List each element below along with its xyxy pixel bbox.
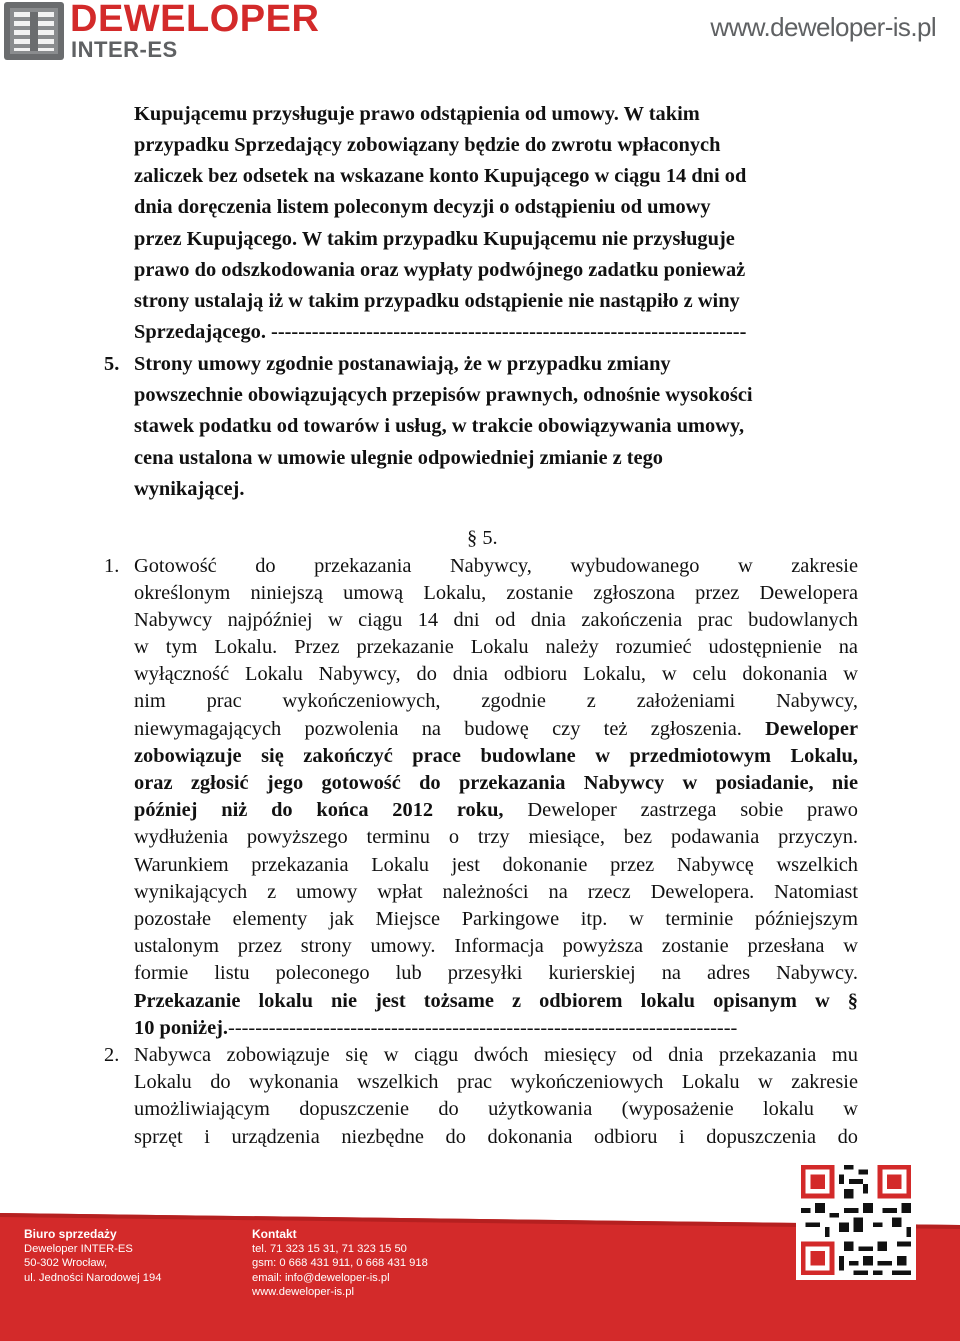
footer-sales-line: 50-302 Wrocław,: [24, 1257, 108, 1269]
header-site-url[interactable]: www.deweloper-is.pl: [710, 12, 936, 42]
clause5-line-1: Strony umowy zgodnie postanawiają, że w przypadku zmiany: [134, 353, 671, 375]
clause4-line-1: Kupującemu przysługuje prawo odstąpienia od umowy. W takim: [134, 103, 700, 125]
item1-line-13: wynikających z umowy wpłat należności na rzecz Dewelopera. Natomiast: [134, 881, 858, 903]
item1-line-7-bold: Deweloper: [765, 718, 858, 740]
item1-line-4: w tym Lokalu. Przez przekazanie Lokalu należy rozumieć udostępnienie na: [134, 636, 858, 658]
clause5-line-2: powszechnie obowiązujących przepisów prawnych, odnośnie wysokości: [134, 384, 753, 406]
clause4-line-5: przez Kupującego. W takim przypadku Kupującemu nie przysługuje: [134, 228, 735, 250]
logo-name: DEWELOPER: [70, 0, 320, 40]
clause5-line-3: stawek podatku od towarów i usług, w trakcie obowiązywania umowy,: [134, 415, 745, 437]
item1-line-7-text: niewymagających pozwolenia na budowę czy też zgłoszenia.: [134, 718, 766, 740]
footer-sales-line: ul. Jedności Narodowej 194: [24, 1271, 162, 1284]
footer-contact-email[interactable]: email: info@deweloper-is.pl: [252, 1271, 390, 1284]
item1-line-1: Gotowość do przekazania Nabywcy, wybudowanego w zakresie: [134, 555, 858, 577]
item1-line-6: nim prac wykończeniowych, zgodnie z założeniami Nabywcy,: [134, 690, 858, 712]
item2-line-4: sprzęt i urządzenia niezbędne do dokonania odbioru i dopuszczenia do: [134, 1126, 858, 1148]
item1-line-12: Warunkiem przekazania Lokalu jest dokonanie przez Nabywcę wszelkich: [134, 854, 858, 876]
footer-contact-gsm[interactable]: gsm: 0 668 431 911, 0 668 431 918: [252, 1257, 428, 1269]
company-logo: [4, 0, 320, 62]
item1-line-18-dashes: ---------------------------------------------------------------------------: [228, 1017, 738, 1039]
qr-code-icon: [796, 1160, 916, 1280]
clause4-line-8: Sprzedającego. ----------------------------------------------------------------------: [134, 321, 747, 343]
item1-line-17-symbol: §: [847, 990, 858, 1012]
item1-line-18-bold: 10 poniżej.: [134, 1017, 229, 1039]
footer-contact-title: Kontakt: [252, 1227, 297, 1241]
item1-line-5: wyłączność Lokalu Nabywcy, do dnia odbioru Lokalu, w celu dokonania w: [134, 663, 858, 685]
clause4-line-3: zaliczek bez odsetek na wskazane konto Kupującego w ciągu 14 dni od: [134, 165, 747, 187]
item1-line-10-bold: później niż do końca 2012 roku,: [134, 799, 504, 821]
item1-line-10-text: Deweloper zastrzega sobie prawo: [503, 799, 858, 821]
item1-line-10: [134, 797, 858, 823]
item1-line-2: określonym niniejszą umową Lokalu, zostanie zgłoszona przez Dewelopera: [134, 582, 858, 604]
footer-contact-website[interactable]: www.deweloper-is.pl: [252, 1286, 354, 1298]
clause4-line-4: dnia doręczenia listem poleconym decyzji o odstąpieniu od umowy: [134, 196, 711, 218]
item1-line-8: zobowiązuje się zakończyć prace budowlane w przedmiotowym Lokalu,: [134, 745, 858, 767]
page-header: [0, 0, 960, 66]
section-symbol: §: [467, 527, 478, 549]
item1-line-18: [134, 1015, 858, 1041]
item1-line-11: wydłużenia powyższego terminu o trzy miesiące, bez podawania przyczyn.: [134, 826, 858, 848]
clause5-number: 5.: [104, 353, 120, 375]
footer-sales-office: [24, 1227, 161, 1285]
clause4-line-7: strony ustalają iż w takim przypadku odstąpienie nie nastąpiło z winy: [134, 290, 740, 312]
footer-sales-line: Deweloper INTER-ES: [24, 1242, 133, 1255]
section-number: 5.: [482, 527, 498, 549]
item1-line-16: formie listu poleconego lub przesyłki kurierskiej na adres Nabywcy.: [134, 962, 858, 984]
footer-contact-phone[interactable]: tel. 71 323 15 31, 71 323 15 50: [252, 1242, 407, 1255]
item1-number: 1.: [104, 555, 120, 577]
clause4-line-6: prawo do odszkodowania oraz wypłaty podwójnego zadatku ponieważ: [134, 259, 746, 281]
footer-sales-title: Biuro sprzedaży: [24, 1227, 117, 1241]
footer-contact: [252, 1227, 428, 1300]
logo-subtitle: INTER-ES: [71, 37, 178, 62]
item2-line-3: umożliwiającym dopuszczenie do użytkowania (wyposażenie lokalu w: [134, 1098, 858, 1120]
item2-line-1: Nabywca zobowiązuje się w ciągu dwóch miesięcy od dnia przekazania mu: [134, 1044, 858, 1066]
building-logo-icon: [4, 2, 64, 60]
item1-line-15: ustalonym przez strony umowy. Informacja powyższa zostanie przesłana w: [134, 935, 858, 957]
item1-line-17-text: Przekazanie lokalu nie jest tożsame z odbiorem lokalu opisanym w: [134, 990, 830, 1012]
clause5-line-5: wynikającej.: [134, 478, 245, 500]
item1-line-3: Nabywcy najpóźniej w ciągu 14 dni od dnia zakończenia prac budowlanych: [134, 609, 858, 631]
item1-line-7: [134, 716, 858, 742]
clause5-line-4: cena ustalona w umowie ulegnie odpowiedniej zmianie z tego: [134, 447, 664, 469]
item1-line-9: oraz zgłosić jego gotowość do przekazania Nabywcy w posiadanie, nie: [134, 772, 858, 794]
item1-line-14: pozostałe elementy jak Miejsce Parkingowe itp. w terminie późniejszym: [134, 908, 858, 930]
item2-line-2: Lokalu do wykonania wszelkich prac wykończeniowych Lokalu w zakresie: [134, 1071, 858, 1093]
item1-line-17: [134, 988, 858, 1014]
clause4-line-2: przypadku Sprzedający zobowiązany będzie do zwrotu wpłaconych: [134, 134, 721, 156]
section-heading: [467, 525, 498, 551]
item2-number: 2.: [104, 1044, 120, 1066]
